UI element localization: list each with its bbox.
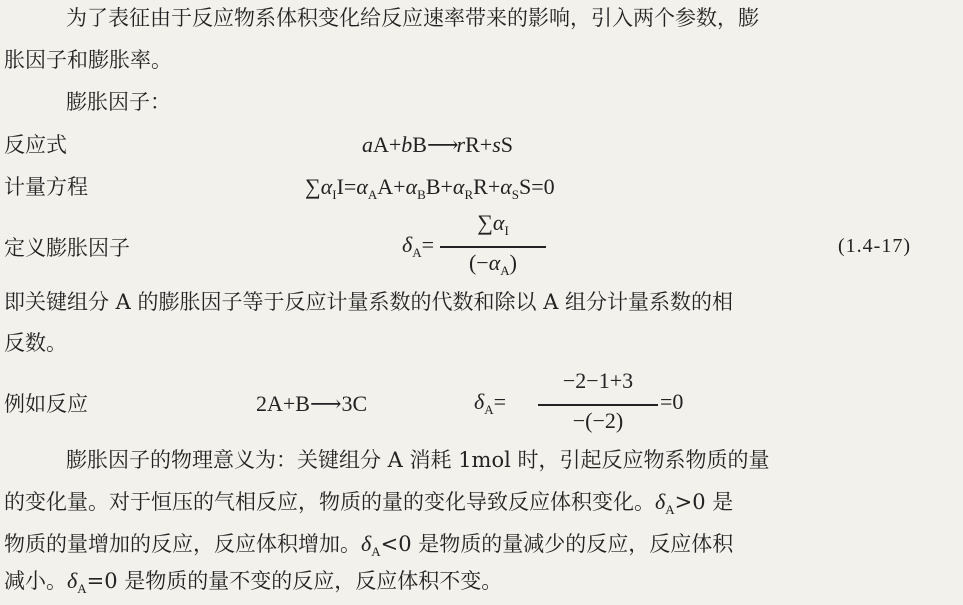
example-denominator: −(−2) [572, 408, 624, 433]
definition-numerator: $\sum\alpha_I$ [477, 210, 509, 238]
paragraph-3-line-3-b: <0 是物质的量减少的反应，反应体积 [380, 532, 734, 556]
example-delta-lhs: $\delta_A=$ [474, 389, 507, 417]
definition-label: 定义膨胀因子 [4, 236, 130, 260]
paragraph-3-line-4-a: 减小。 [4, 569, 67, 593]
paragraph-3-line-2-tail: >0 是 [674, 490, 734, 514]
paragraph-3-line-3: 物质的量增加的反应，反应体积增加。$\delta_A<0$ 是物质的量减少的反应，反应体积 [4, 531, 734, 559]
paragraph-3-line-4: 减小。$\delta_A=0$ 是物质的量不变的反应，反应体积不变。 [4, 568, 503, 596]
paragraph-2-line-2: 反数。 [4, 331, 67, 355]
delta-a-lhs: $\delta_A=$ [402, 232, 435, 260]
reaction-label: 反应式 [4, 133, 67, 157]
equation-number: (1.4-17) [838, 235, 911, 257]
reaction-equation: aA+bB⟶rR+sS [362, 132, 513, 157]
stoich-label: 计量方程 [4, 175, 88, 199]
paragraph-3-line-2: 的变化量。对于恒压的气相反应，物质的量的变化导致反应体积变化。$\delta_A>0$ 是 [4, 489, 734, 517]
paragraph-3-line-2-text: 的变化量。对于恒压的气相反应，物质的量的变化导致反应体积变化。 [4, 490, 655, 514]
paragraph-2-line-1: 即关键组分 A 的膨胀因子等于反应计量系数的代数和除以 A 组分计量系数的相 [4, 290, 734, 314]
paragraph-1-line-1: 为了表征由于反应物系体积变化给反应速率带来的影响，引入两个参数，膨 [66, 6, 759, 30]
example-result: =0 [660, 389, 684, 414]
example-fraction-bar [538, 404, 658, 406]
section-heading: 膨胀因子： [66, 90, 171, 114]
paragraph-3-line-3-a: 物质的量增加的反应，反应体积增加。 [4, 532, 361, 556]
definition-denominator: $(-\alpha_A)$ [468, 250, 517, 278]
example-equation: 2A+B⟶3C [256, 391, 368, 416]
paragraph-3-line-1: 膨胀因子的物理意义为：关键组分 A 消耗 1mol 时，引起反应物系物质的量 [66, 448, 770, 472]
fraction-bar [440, 246, 546, 248]
example-numerator: −2−1+3 [562, 368, 634, 393]
example-label: 例如反应 [4, 392, 88, 416]
stoich-equation: $\sum\alpha_II=\alpha_AA+\alpha_BB+\alpha_RR+\alpha_SS=0$ [305, 174, 555, 202]
paragraph-3-line-4-b: =0 是物质的量不变的反应，反应体积不变。 [86, 569, 503, 593]
paragraph-1-line-2: 胀因子和膨胀率。 [4, 48, 172, 72]
